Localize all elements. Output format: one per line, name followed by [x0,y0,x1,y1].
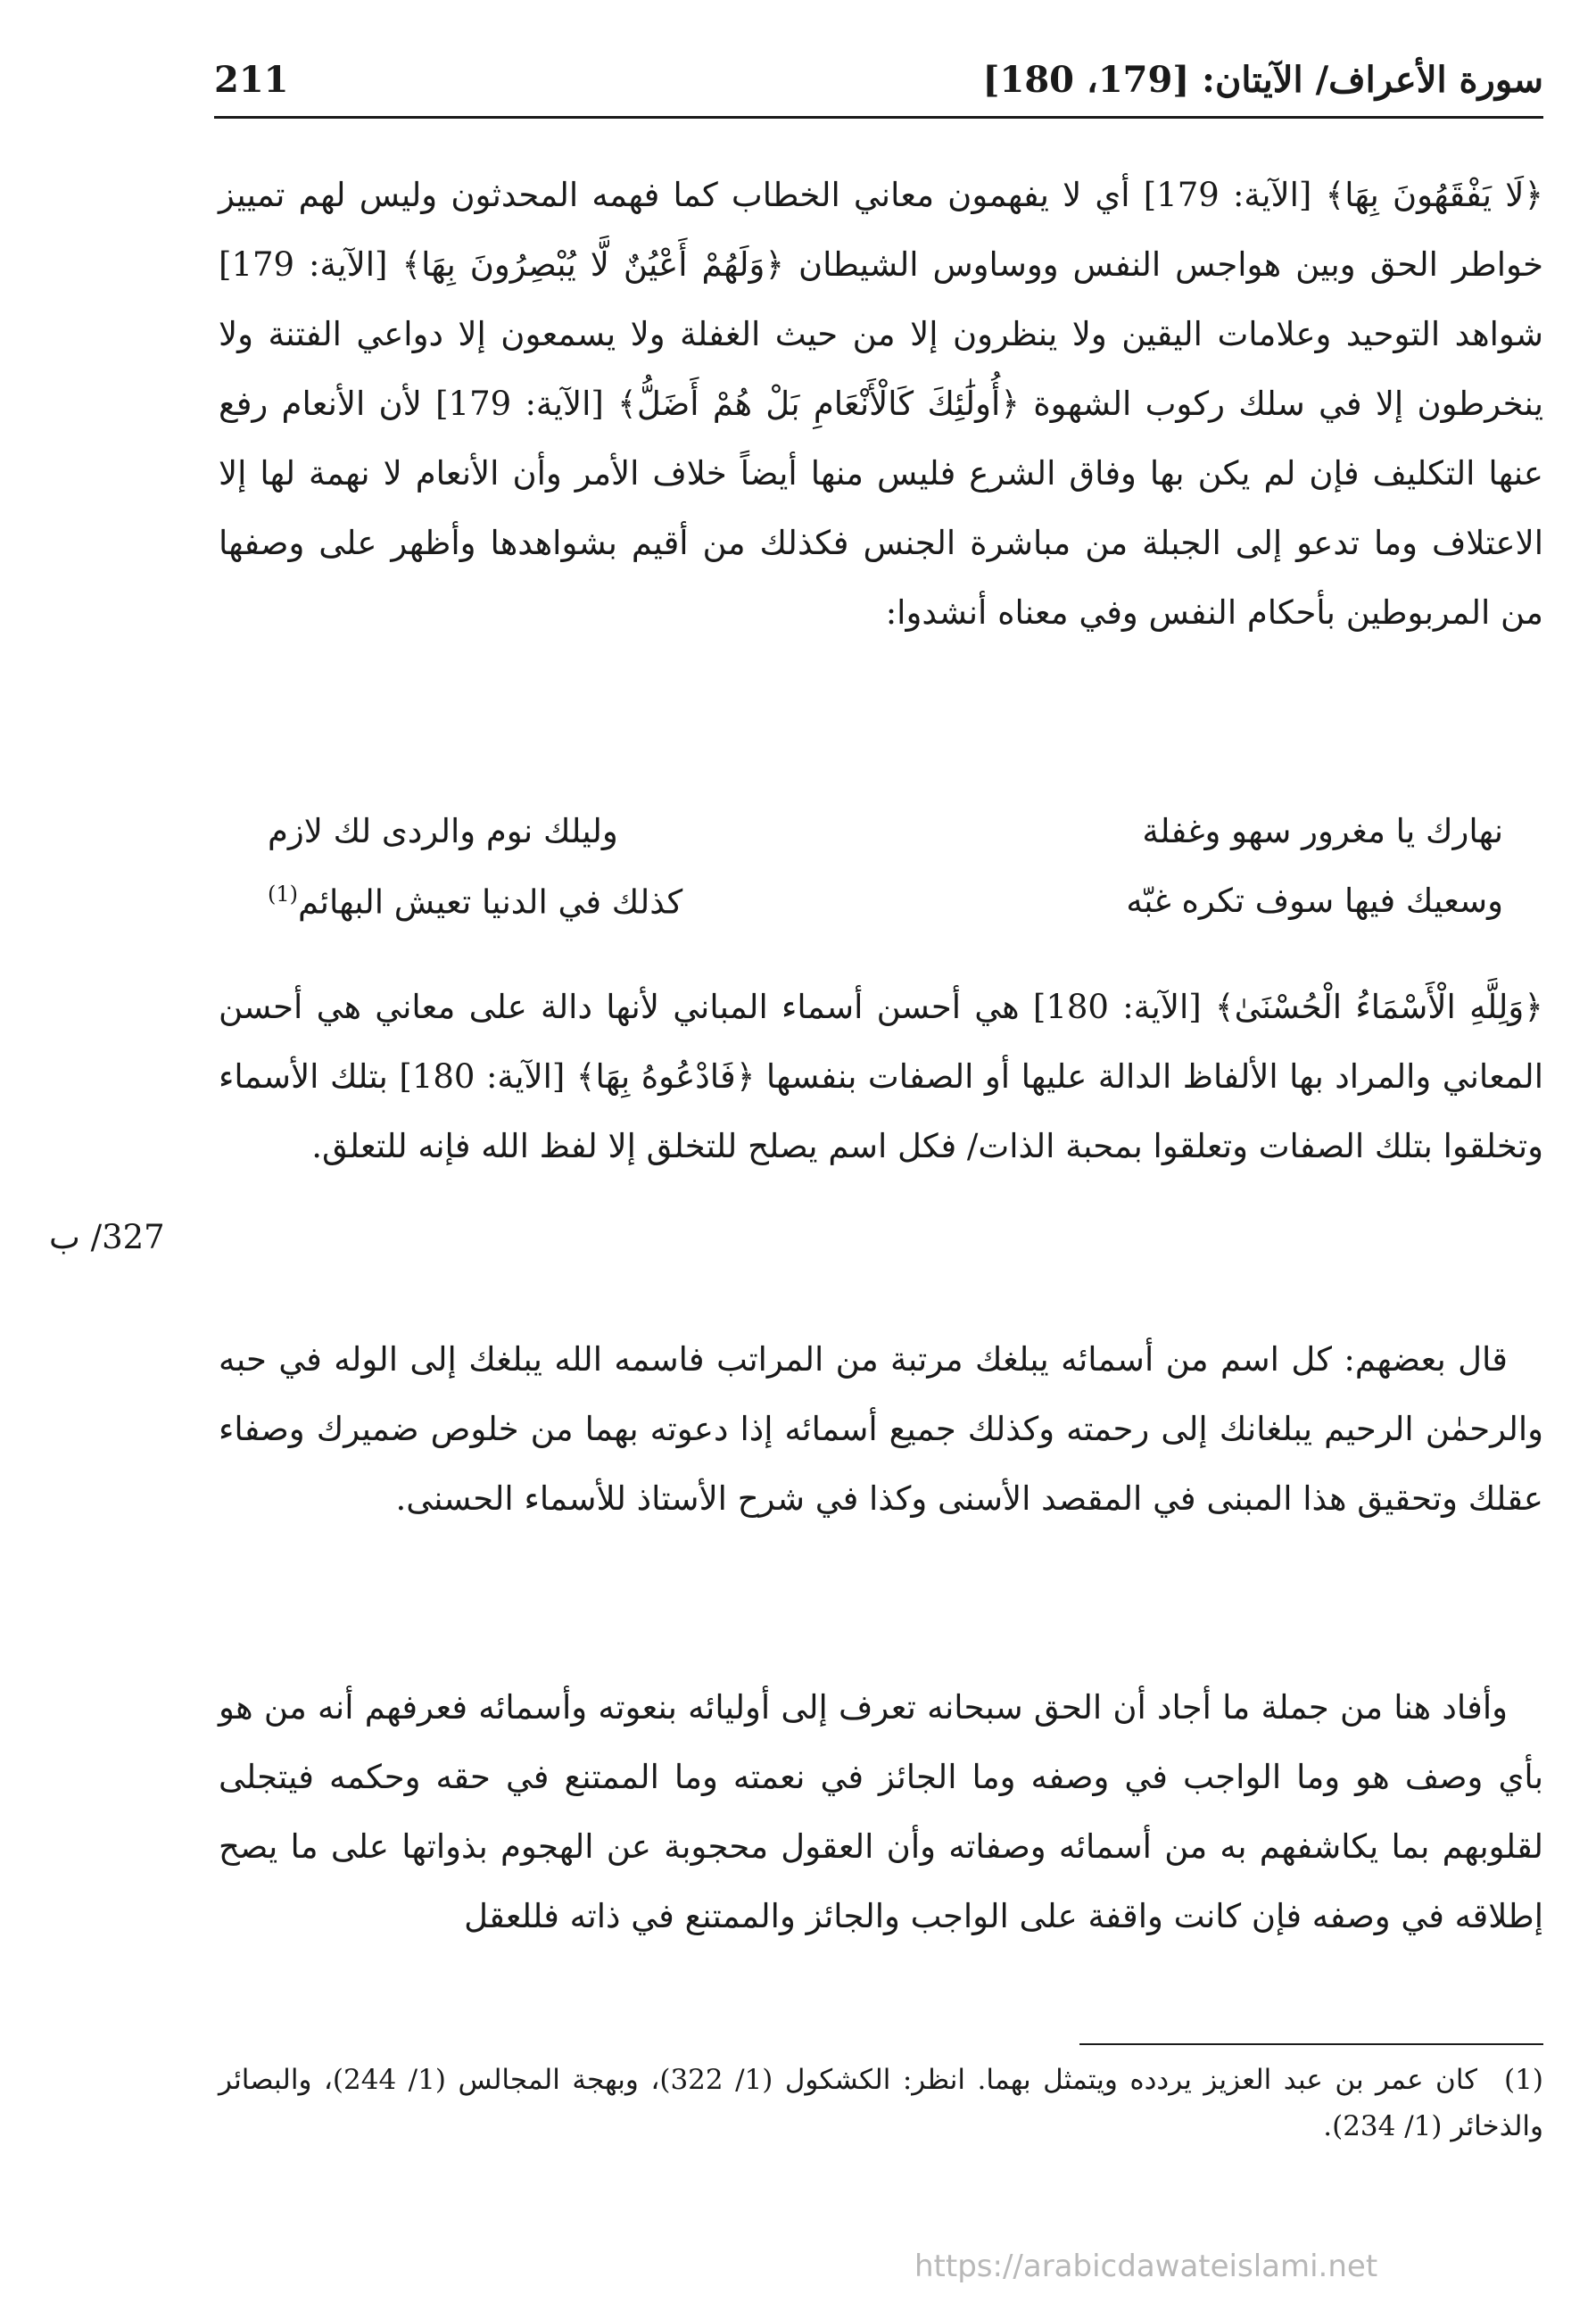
verse-1-second-hemistich: وليلك نوم والردى لك لازم [268,812,618,850]
running-header [214,54,1543,125]
verse-2-first-hemistich: وسعيك فيها سوف تكره غبّه [1126,882,1503,920]
paragraph-2: ﴿وَلِلَّهِ الْأَسْمَاءُ الْحُسْنَىٰ﴾ [الآية: 180] هي أحسن أسماء المباني لأنها دالة على معاني هي أحسن المعاني والمراد بها الألفاظ الدالة عليها أو الصفات بنفسها ﴿فَادْعُوهُ بِهَا﴾ [الآية: 180] بتلك الأسماء وتخلقوا بتلك الصفات وتعلقوا بمحبة الذات/ فكل اسم يصلح للتخلق إلا لفظ الله فإنه للتعلق. [219,988,1543,1165]
verse-2-second-hemistich: كذلك في الدنيا تعيش البهائم [298,882,683,922]
page-number: 211 [214,59,289,101]
paragraph-4: وأفاد هنا من جملة ما أجاد أن الحق سبحانه تعرف إلى أوليائه بنعوته وأسمائه فعرفهم أنه من هو بأي وصف هو وما الواجب في وصفه وما الجائز في نعمته وما الممتنع في حقه وحكمه فيتجلى لقلوبهم بما يكاشفهم به من أسمائه وصفاته وأن العقول محجوبة عن الهجوم بذواتها على ما يصح إطلاقه في وصفه فإن كانت واقفة على الواجب والجائز والممتنع في ذاته فللعقل [219,1688,1543,1935]
header-rule [214,116,1543,119]
footnote-number: (1) [1504,2064,1543,2096]
footnote [219,2057,1543,2149]
footnote-text: كان عمر بن عبد العزيز يردده ويتمثل بهما. انظر: الكشكول (1/ 322)، وبهجة المجالس (1/ 244)، والبصائر والذخائر (1/ 234). [219,2064,1543,2142]
watermark-url: https://arabicdawateislami.net [914,2249,1378,2284]
paragraph-1-text: ﴿لَا يَفْقَهُونَ بِهَا﴾ [الآية: 179] أي لا يفهمون معاني الخطاب كما فهمه المحدثون وليس لهم تمييز خواطر الحق وبين هواجس النفس ووساوس الشيطان ﴿وَلَهُمْ أَعْيُنٌ لَّا يُبْصِرُونَ بِهَا﴾ [الآية: 179] شواهد التوحيد وعلامات اليقين ولا ينظرون إلا من حيث الغفلة ولا يسمعون إلا دواعي الفتنة ولا ينخرطون إلا في سلك ركوب الشهوة ﴿أُولَٰئِكَ كَالْأَنْعَامِ بَلْ هُمْ أَضَلُّ﴾ [الآية: 179] لأن الأنعام رفع عنها التكليف فإن لم يكن بها وفاق الشرع فليس منها أيضاً خلاف الأمر وأن الأنعام لا نهمة لها إلا الاعتلاف وما تدعو إلى الجبلة من مباشرة الجنس فكذلك من أقيم بشواهدها وأظهر على وصفها من المربوطين بأحكام النفس وفي معناه أنشدوا: [219,176,1543,632]
header-title: سورة الأعراف/ الآيتان: [179، 180] [982,59,1543,101]
footnote-separator [1079,2043,1543,2045]
footnote-reference[interactable]: (1) [268,882,299,907]
paragraph-1 [219,161,1543,648]
verse-line-2 [268,873,1503,942]
manuscript-folio-note: 327/ ب [49,1218,165,1256]
paragraph-3: قال بعضهم: كل اسم من أسمائه يبلغك مرتبة من المراتب فاسمه الله يبلغك إلى الوله في حبه والرحمٰن الرحيم يبلغانك إلى رحمته وكذلك جميع أسمائه إذا دعوته بهما من خلوص ضميرك وصفاء عقلك وتحقيق هذا المبنى في المقصد الأسنى وكذا في شرح الأستاذ للأسماء الحسنى. [219,1340,1543,1518]
verse-1-first-hemistich: نهارك يا مغرور سهو وغفلة [1142,812,1503,850]
verse-2-second-hemistich-wrapper [268,882,682,921]
verse-line-1 [268,803,1503,873]
